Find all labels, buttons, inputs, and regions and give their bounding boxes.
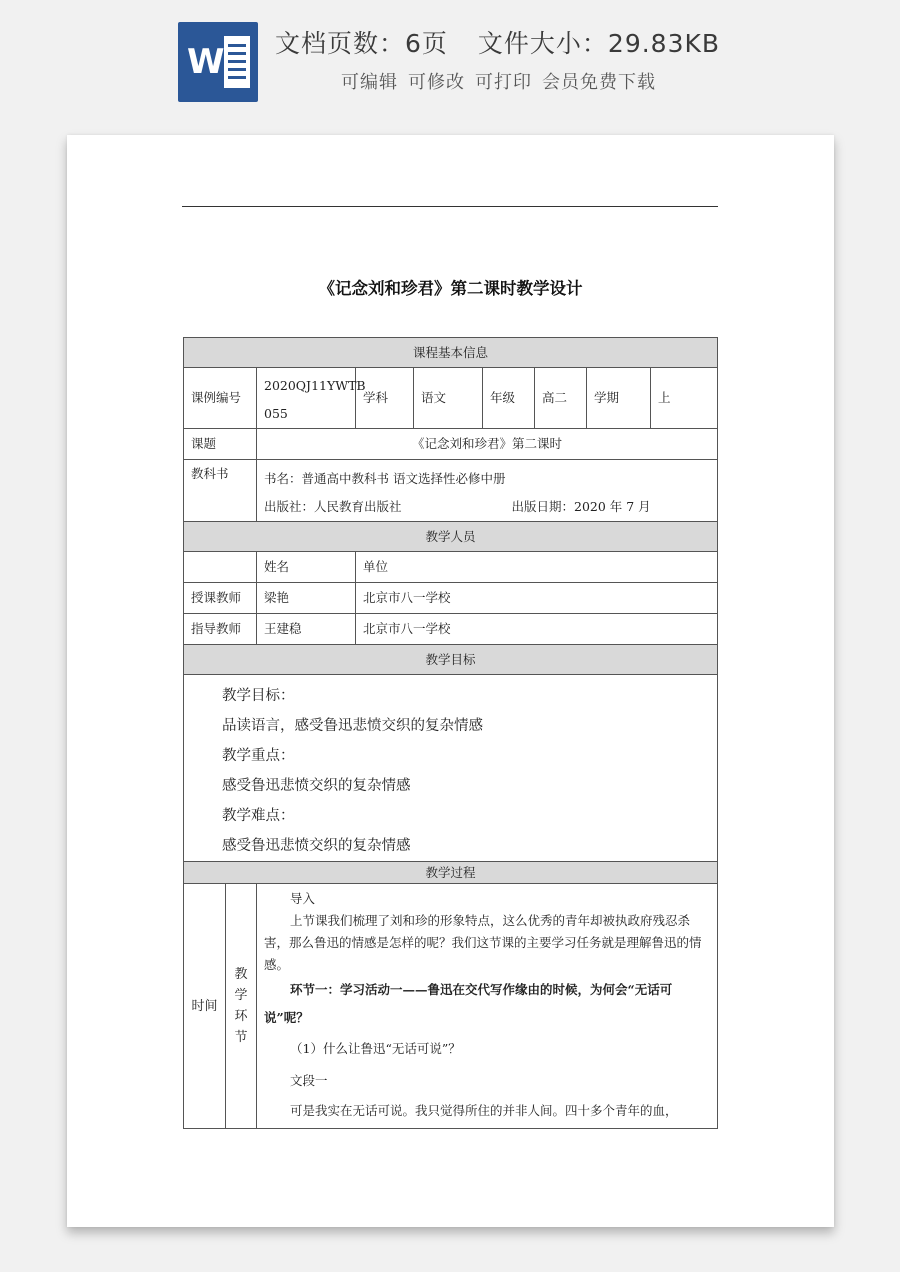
staff-name: 王建稳 (257, 614, 356, 645)
table-row (184, 583, 718, 614)
section-basic-info: 课程基本信息 (184, 338, 718, 368)
objective-text: 品读语言，感受鲁迅悲愤交织的复杂情感 (222, 718, 483, 734)
staff-role: 授课教师 (184, 583, 257, 614)
grade-value: 高二 (535, 368, 587, 429)
excerpt-quote: 可是我实在无话可说。我只觉得所住的并非人间。四十多个青年的血， (290, 1103, 678, 1118)
difficulty-text: 感受鲁迅悲愤交织的复杂情感 (222, 838, 411, 854)
staff-role: 指导教师 (184, 614, 257, 645)
course-id-value (257, 368, 366, 429)
staff-unit: 北京市八一学校 (356, 583, 718, 614)
word-document-icon (178, 22, 258, 102)
grade-label: 年级 (483, 368, 535, 429)
time-label: 时间 (191, 998, 218, 1014)
term-value: 上 (651, 368, 718, 429)
staff-unit-header: 单位 (356, 552, 718, 583)
page-count: 文档页数：6页 (275, 29, 448, 58)
step1-heading: 环节一：学习活动一——鲁迅在交代写作缘由的时候，为何会“无话可说”呢？ (264, 982, 673, 1025)
step-label-char: 环 (234, 1009, 248, 1024)
table-row (184, 429, 718, 460)
excerpt-label: 文段一 (290, 1073, 328, 1088)
intro-heading: 导入 (290, 891, 316, 906)
section-objectives: 教学目标 (184, 645, 718, 675)
course-id-line2: 055 (264, 406, 288, 421)
publish-date: 出版日期：2020 年 7 月 (511, 499, 651, 514)
feature-modifiable: 可修改 (408, 72, 465, 93)
staff-role-header-empty (184, 552, 257, 583)
question-1: （1）什么让鲁迅“无话可说”？ (290, 1041, 461, 1056)
section-row-basic-info (184, 338, 718, 368)
book-name: 书名：普通高中教科书 语文选择性必修中册 (264, 471, 506, 486)
step-label-cell (226, 884, 257, 1129)
feature-list (341, 68, 666, 94)
term-label: 学期 (587, 368, 651, 429)
process-content (257, 884, 718, 1129)
section-row-objectives (184, 645, 718, 675)
word-logo-letter: W (187, 42, 225, 82)
textbook-label: 教科书 (184, 460, 257, 522)
publisher: 出版社：人民教育出版社 (264, 499, 402, 514)
staff-unit: 北京市八一学校 (356, 614, 718, 645)
table-row (184, 675, 718, 862)
feature-editable: 可编辑 (341, 72, 398, 93)
difficulty-heading: 教学难点： (222, 808, 295, 824)
document-page (67, 135, 834, 1227)
table-row (184, 884, 718, 1129)
time-label-cell (184, 884, 226, 1129)
intro-paragraph: 上节课我们梳理了刘和珍的形象特点，这么优秀的青年却被执政府残忍杀害，那么鲁迅的情感是怎样的呢？我们这节课的主要学习任务就是理解鲁迅的情感。 (264, 913, 702, 972)
objective-heading: 教学目标： (222, 688, 295, 704)
feature-printable: 可打印 (475, 72, 532, 93)
step-label-char: 教 (234, 967, 248, 982)
file-stats (275, 24, 720, 60)
staff-name-header: 姓名 (257, 552, 356, 583)
table-row (184, 614, 718, 645)
key-point-heading: 教学重点： (222, 748, 295, 764)
objectives-content (184, 675, 718, 862)
download-banner (0, 0, 900, 120)
section-process: 教学过程 (184, 862, 718, 884)
word-page-lines (224, 36, 250, 88)
header-rule (182, 206, 718, 207)
topic-label: 课题 (184, 429, 257, 460)
step-label-char: 学 (234, 988, 248, 1003)
textbook-value (257, 460, 718, 522)
subject-value: 语文 (414, 368, 483, 429)
course-id-line1: 2020QJ11YWTB (264, 378, 366, 393)
key-point-text: 感受鲁迅悲愤交织的复杂情感 (222, 778, 411, 794)
step-label-char: 节 (234, 1030, 248, 1045)
process-text-clip (264, 888, 710, 1128)
topic-value: 《记念刘和珍君》第二课时 (257, 429, 718, 460)
section-row-process (184, 862, 718, 884)
staff-name: 梁艳 (257, 583, 356, 614)
section-staff: 教学人员 (184, 522, 718, 552)
feature-free-download: 会员免费下载 (542, 72, 656, 93)
table-row (184, 368, 718, 429)
table-row (184, 552, 718, 583)
publisher-line (264, 493, 710, 521)
table-row (184, 460, 718, 522)
document-title: 《记念刘和珍君》第二课时教学设计 (318, 279, 583, 298)
subject-label: 学科 (356, 368, 414, 429)
section-row-staff (184, 522, 718, 552)
file-size: 文件大小：29.83KB (477, 29, 721, 58)
lesson-plan-table (183, 337, 718, 1129)
course-id-label: 课例编号 (184, 368, 257, 429)
